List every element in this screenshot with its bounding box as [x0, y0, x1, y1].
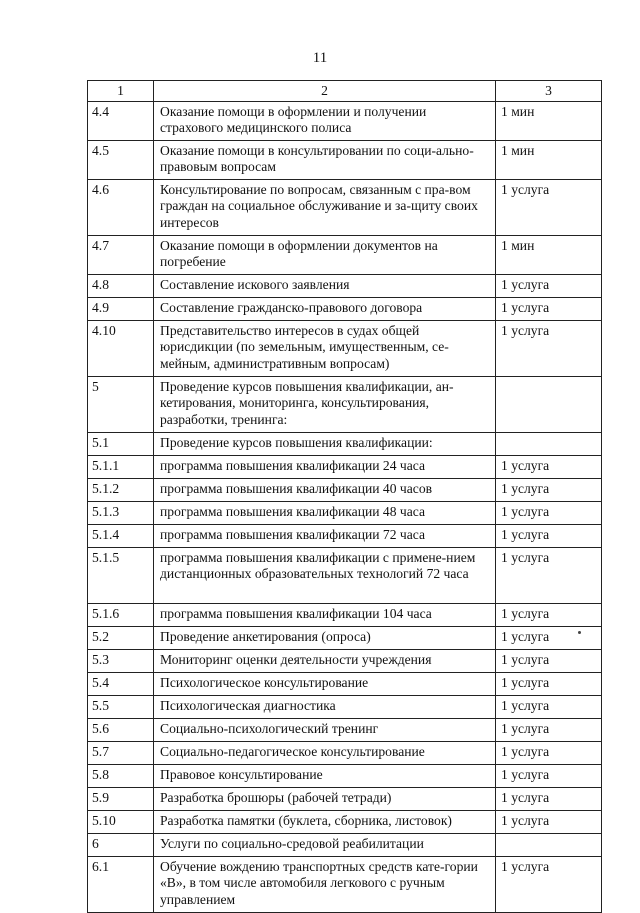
table-row — [88, 810, 602, 833]
row-unit-cell: 1 услуга — [496, 320, 602, 376]
row-description-cell: программа повышения квалификации 48 часа — [154, 501, 496, 524]
row-number-cell: 4.7 — [88, 235, 154, 274]
row-number-cell: 5.10 — [88, 810, 154, 833]
row-unit-cell: 1 услуга — [496, 741, 602, 764]
row-description-cell: программа повышения квалификации 24 часа — [154, 455, 496, 478]
column-header-2: 2 — [154, 81, 496, 102]
row-number-cell: 4.6 — [88, 179, 154, 235]
table-row — [88, 455, 602, 478]
row-unit-cell: 1 услуга — [496, 856, 602, 912]
table-row — [88, 320, 602, 376]
row-unit-cell: 1 мин — [496, 140, 602, 179]
table-row — [88, 672, 602, 695]
table-row — [88, 718, 602, 741]
services-table — [87, 80, 602, 913]
row-unit-cell: 1 услуга — [496, 297, 602, 320]
table-row — [88, 101, 602, 140]
row-description-cell: Психологическая диагностика — [154, 695, 496, 718]
row-unit-cell: 1 услуга — [496, 501, 602, 524]
table-row — [88, 833, 602, 856]
row-number-cell: 5.4 — [88, 672, 154, 695]
table-row — [88, 432, 602, 455]
row-number-cell: 5.9 — [88, 787, 154, 810]
row-description-cell: программа повышения квалификации 104 часа — [154, 603, 496, 626]
table-row — [88, 649, 602, 672]
row-unit-cell: 1 мин — [496, 235, 602, 274]
row-unit-cell: 1 услуга — [496, 547, 602, 603]
row-description-cell: программа повышения квалификации 72 часа — [154, 524, 496, 547]
table-row — [88, 501, 602, 524]
table-row — [88, 478, 602, 501]
row-unit-cell — [496, 833, 602, 856]
row-number-cell: 5.5 — [88, 695, 154, 718]
row-description-cell: программа повышения квалификации с примене-нием дистанционных образовательных технологий 72 часа — [154, 547, 496, 603]
row-number-cell: 5.1.1 — [88, 455, 154, 478]
row-description-cell: Услуги по социально-средовой реабилитации — [154, 833, 496, 856]
row-description-cell: Оказание помощи в консультировании по соци-ально-правовым вопросам — [154, 140, 496, 179]
row-unit-cell: 1 услуга — [496, 179, 602, 235]
row-description-cell: Проведение курсов повышения квалификации: — [154, 432, 496, 455]
row-number-cell: 4.9 — [88, 297, 154, 320]
row-number-cell: 5.1.5 — [88, 547, 154, 603]
row-description-cell: Оказание помощи в оформлении и получении страхового медицинского полиса — [154, 101, 496, 140]
row-unit-cell: 1 услуга — [496, 672, 602, 695]
row-unit-cell: 1 услуга — [496, 603, 602, 626]
table-header-row — [88, 81, 602, 102]
column-header-1: 1 — [88, 81, 154, 102]
row-unit-cell: 1 мин — [496, 101, 602, 140]
row-number-cell: 6.1 — [88, 856, 154, 912]
row-unit-cell: 1 услуга — [496, 718, 602, 741]
row-number-cell: 4.8 — [88, 274, 154, 297]
table-row — [88, 235, 602, 274]
table-row — [88, 547, 602, 603]
row-description-cell: Социально-психологический тренинг — [154, 718, 496, 741]
row-description-cell: Проведение анкетирования (опроса) — [154, 626, 496, 649]
row-unit-cell: 1 услуга — [496, 274, 602, 297]
table-row — [88, 524, 602, 547]
scan-speck — [578, 631, 581, 634]
row-description-cell: Правовое консультирование — [154, 764, 496, 787]
row-description-cell: программа повышения квалификации 40 часов — [154, 478, 496, 501]
row-description-cell: Мониторинг оценки деятельности учреждения — [154, 649, 496, 672]
row-description-cell: Разработка памятки (буклета, сборника, листовок) — [154, 810, 496, 833]
row-description-cell: Оказание помощи в оформлении документов на погребение — [154, 235, 496, 274]
column-header-3: 3 — [496, 81, 602, 102]
row-unit-cell: 1 услуга — [496, 787, 602, 810]
row-description-cell: Консультирование по вопросам, связанным с пра-вом граждан на социальное обслуживание и за-щиту своих интересов — [154, 179, 496, 235]
row-description-cell: Психологическое консультирование — [154, 672, 496, 695]
row-unit-cell — [496, 376, 602, 432]
table-row — [88, 179, 602, 235]
row-number-cell: 5.1.3 — [88, 501, 154, 524]
table-row — [88, 787, 602, 810]
row-number-cell: 6 — [88, 833, 154, 856]
row-number-cell: 5 — [88, 376, 154, 432]
row-number-cell: 5.1 — [88, 432, 154, 455]
table-row — [88, 764, 602, 787]
row-unit-cell: 1 услуга — [496, 455, 602, 478]
row-description-cell: Составление искового заявления — [154, 274, 496, 297]
table-row — [88, 856, 602, 912]
row-unit-cell: 1 услуга — [496, 478, 602, 501]
row-unit-cell — [496, 432, 602, 455]
table-row — [88, 741, 602, 764]
row-description-cell: Разработка брошюры (рабочей тетради) — [154, 787, 496, 810]
table-row — [88, 603, 602, 626]
row-description-cell: Проведение курсов повышения квалификации, ан-кетирования, мониторинга, консультирования, разработки, тренинга: — [154, 376, 496, 432]
table-row — [88, 695, 602, 718]
table-row — [88, 140, 602, 179]
row-number-cell: 5.3 — [88, 649, 154, 672]
row-number-cell: 5.6 — [88, 718, 154, 741]
row-unit-cell: 1 услуга — [496, 649, 602, 672]
row-number-cell: 5.2 — [88, 626, 154, 649]
table-row — [88, 297, 602, 320]
row-number-cell: 4.4 — [88, 101, 154, 140]
row-number-cell: 5.1.2 — [88, 478, 154, 501]
row-number-cell: 5.7 — [88, 741, 154, 764]
row-unit-cell: 1 услуга — [496, 810, 602, 833]
table-row — [88, 626, 602, 649]
row-number-cell: 4.10 — [88, 320, 154, 376]
row-description-cell: Обучение вождению транспортных средств кате-гории «В», в том числе автомобиля легкового с ручным управлением — [154, 856, 496, 912]
page-number: 11 — [312, 50, 328, 66]
row-number-cell: 5.8 — [88, 764, 154, 787]
row-unit-cell: 1 услуга — [496, 695, 602, 718]
row-description-cell: Социально-педагогическое консультирование — [154, 741, 496, 764]
row-number-cell: 5.1.6 — [88, 603, 154, 626]
row-description-cell: Представительство интересов в судах общей юрисдикции (по земельным, имущественным, се-мейным, административным вопросам) — [154, 320, 496, 376]
table-row — [88, 274, 602, 297]
table-row — [88, 376, 602, 432]
row-description-cell: Составление гражданско-правового договора — [154, 297, 496, 320]
row-number-cell: 4.5 — [88, 140, 154, 179]
row-number-cell: 5.1.4 — [88, 524, 154, 547]
row-unit-cell: 1 услуга — [496, 626, 602, 649]
row-unit-cell: 1 услуга — [496, 764, 602, 787]
row-unit-cell: 1 услуга — [496, 524, 602, 547]
